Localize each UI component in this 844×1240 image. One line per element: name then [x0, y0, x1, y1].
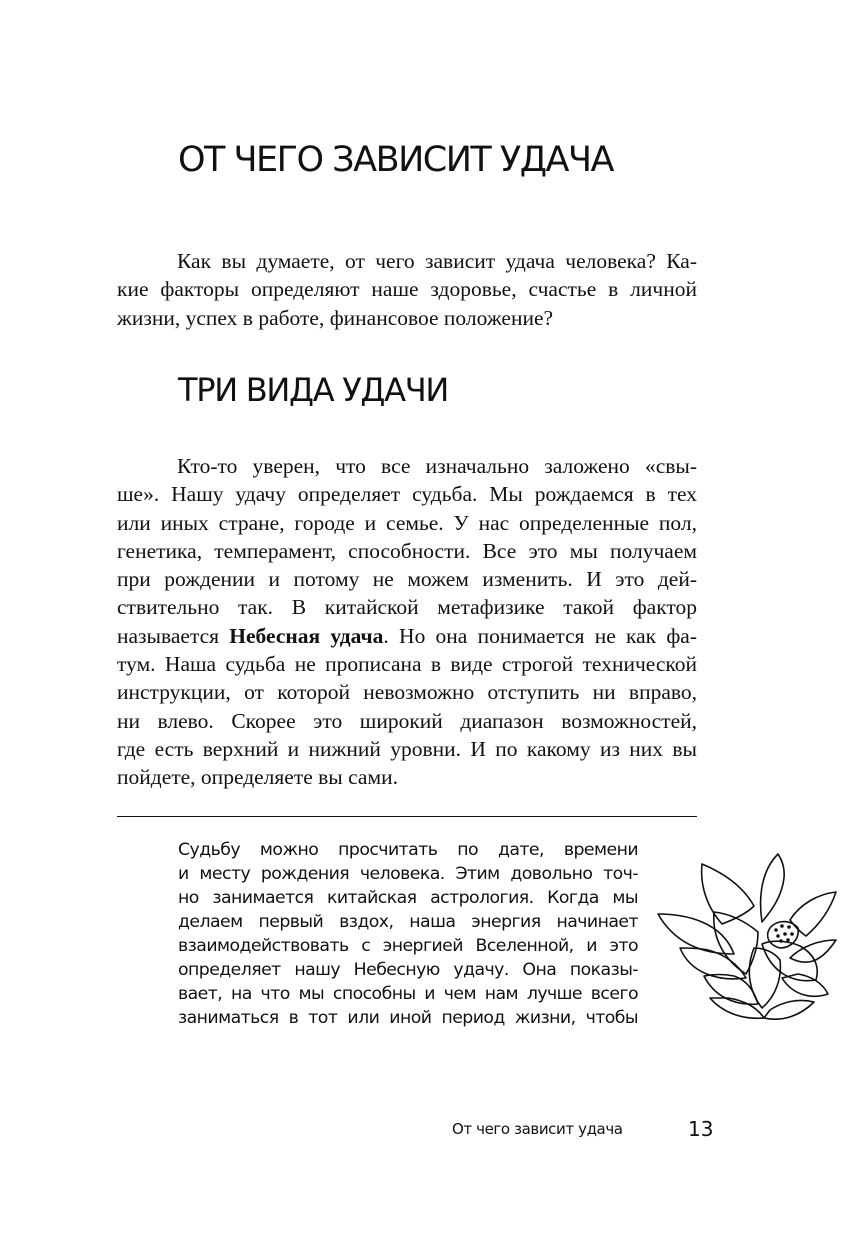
chapter-title: ОТ ЧЕГО ЗАВИСИТ УДАЧА: [178, 140, 613, 180]
body-line: тум. Наша судьба не прописана в виде строгой технической: [117, 652, 697, 677]
body-line: генетика, темперамент, способности. Все это мы получаем: [117, 538, 697, 563]
body-line: инструкции, от которой невозможно отступить ни вправо,: [117, 680, 697, 705]
sidebar-line: заниматься в тот или иной период жизни, чтобы: [178, 1008, 638, 1028]
sidebar-text: [178, 838, 638, 1030]
body-paragraph: [117, 452, 697, 792]
section-divider: [117, 816, 697, 817]
sidebar-line: вает, на что мы способны и чем нам лучше всего: [178, 984, 638, 1004]
body-line: или иных стране, городе и семье. У нас определенные пол,: [117, 510, 697, 535]
body-line: ше». Нашу удачу определяет судьба. Мы рождаемся в тех: [117, 482, 697, 507]
sidebar-line: определяет нашу Небесную удачу. Она показы-: [178, 960, 638, 980]
intro-line: жизни, успех в работе, финансовое положение?: [117, 305, 554, 330]
intro-line: кие факторы определяют наше здоровье, счастье в личной: [117, 277, 697, 302]
body-line-with-term: [117, 622, 697, 650]
bold-term: Небесная удача: [229, 623, 384, 648]
page-number: 13: [688, 1117, 714, 1141]
running-footer-title: От чего зависит удача: [452, 1120, 623, 1138]
intro-paragraph: [117, 247, 697, 332]
body-line: при рождении и потому не можем изменить. И это дей-: [117, 567, 697, 592]
body-line: пойдете, определяете вы сами.: [117, 765, 398, 790]
sidebar-line: делаем первый вздох, наша энергия начинает: [178, 912, 638, 932]
section-title: ТРИ ВИДА УДАЧИ: [178, 371, 448, 409]
body-line: ни влево. Скорее это широкий диапазон возможностей,: [117, 708, 697, 733]
sidebar-line: и месту рождения человека. Этим довольно точ-: [178, 864, 638, 884]
body-line-suffix: . Но она понимается не как фа-: [383, 623, 698, 648]
body-line-prefix: называется: [117, 623, 230, 648]
sidebar-line: но занимается китайская астрология. Когда мы: [178, 888, 638, 908]
intro-line: Как вы думаете, от чего зависит удача человека? Ка-: [177, 249, 697, 273]
sidebar-line: Судьбу можно просчитать по дате, времени: [178, 840, 638, 860]
lotus-flower-icon: [650, 848, 840, 1028]
body-line: Кто-то уверен, что все изначально заложено «свы-: [177, 454, 697, 478]
body-line: ствительно так. В китайской метафизике такой фактор: [117, 595, 697, 620]
body-line: где есть верхний и нижний уровни. И по какому из них вы: [117, 736, 697, 761]
sidebar-line: взаимодействовать с энергией Вселенной, и это: [178, 936, 638, 956]
